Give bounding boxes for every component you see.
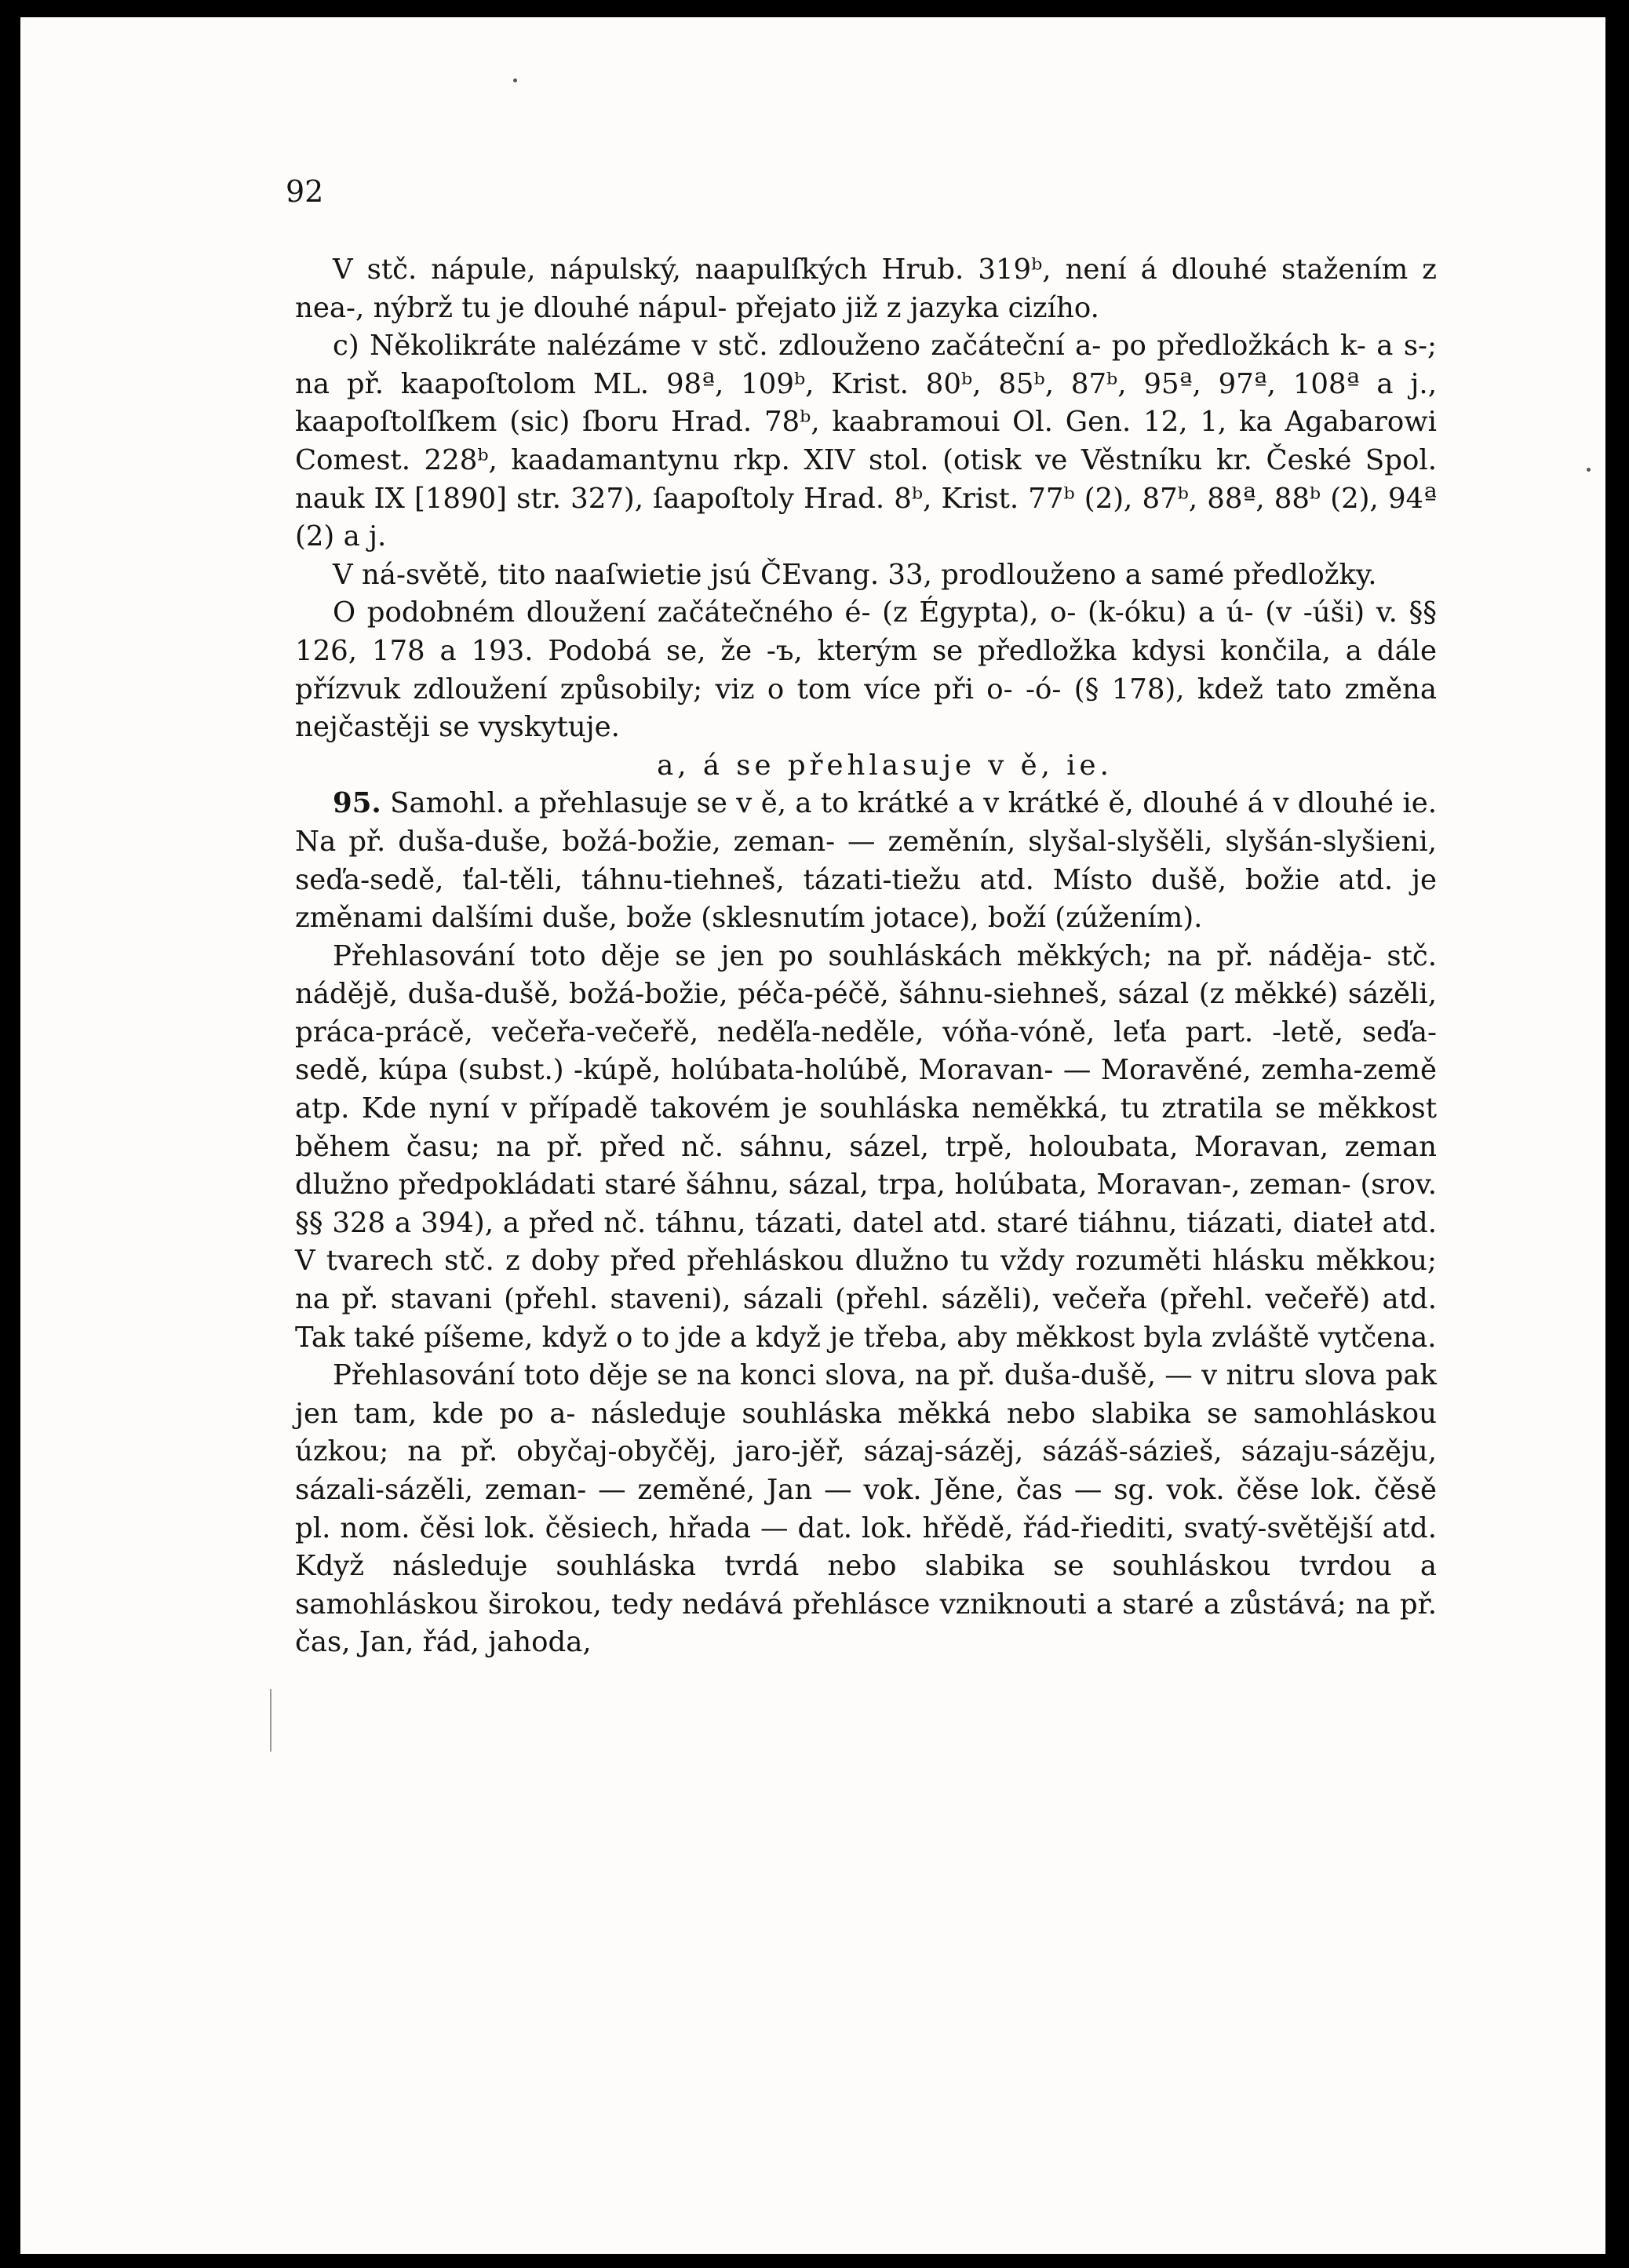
paragraph: Přehlasování toto děje se na konci slova, na př. duša-dušě, — v nitru slova pak jen tam, kde po a- následuje souhláska měkká nebo slabika se samohláskou úzkou; na př. obyčaj-obyčěj, jaro-jěř, sázaj-sázěj, sázáš-sázieš, sázaju-sázěju, sázali-sázěli, zeman- — zeměné, Jan — vok. Jěne, čas — sg. vok. čěse lok. čěsě pl. nom. čěsi lok. čěsiech, hřada — dat. lok. hřědě, řád-řiediti, svatý-světější atd. Když následuje souhláska tvrdá nebo slabika se souhláskou tvrdou a samohláskou širokou, tedy nedává přehlásce vzniknouti a staré a zůstává; na př. čas, Jan, řád, jahoda,	[295, 1359, 1437, 1659]
paragraph-text: Samohl. a přehlasuje se v ě, a to krátké a v krátké ě, dlouhé á v dlouhé ie. Na př. duša-duše, božá-božie, zeman- — zeměnín, slyšal-slyšěli, slyšán-slyšieni, seďa-sedě, ťal-těli, táhnu-tiehneš, tázati-tiežu atd. Místo dušě, božie atd. je změnami dalšími duše, bože (sklesnutím jotace), boží (zúžením).	[295, 787, 1437, 935]
margin-mark	[270, 1689, 276, 1752]
paragraph: V stč. nápule, nápulský, naapulſkých Hrub. 319ᵇ, není á dlouhé stažením z nea-, nýbrž tu je dlouhé nápul- přejato již z jazyka cizího.	[295, 253, 1437, 324]
print-speck	[513, 78, 517, 82]
print-speck	[1587, 468, 1591, 472]
paragraph: V ná-světě, tito naaſwietie jsú ČEvang. 33, prodlouženo a samé předložky.	[333, 558, 1377, 591]
page-number: 92	[286, 174, 324, 209]
page-body	[295, 251, 1437, 1662]
paragraph-95	[295, 785, 1437, 937]
paragraph: Přehlasování toto děje se jen po souhláskách měkkých; na př. náděja- stč. nádějě, duša-dušě, božá-božie, péča-péčě, šáhnu-siehneš, sázal (z měkké) sázěli, práca-prácě, večeřa-večeřě, neděľa-neděle, vóňa-vóně, leťa part. -letě, seďa-sedě, kúpa (subst.) -kúpě, holúbata-holúbě, Moravan- — Moravěné, zemha-země atp. Kde nyní v případě takovém je souhláska neměkká, tu ztratila se měkkost během času; na př. před nč. sáhnu, sázel, trpě, holoubata, Moravan, zeman dlužno předpokládati staré šáhnu, sázal, trpa, holúbata, Moravan-, zeman- (srov. §§ 328 a 394), a před nč. táhnu, tázati, datel atd. staré tiáhnu, tiázati, diateł atd. V tvarech stč. z doby před přehláskou dlužno tu vždy rozuměti hlásku měkkou; na př. stavani (přehl. staveni), sázali (přehl. sázěli), večeřa (přehl. večeřě) atd. Tak také píšeme, když o to jde a když je třeba, aby měkkost byla zvláště vytčena.	[295, 939, 1437, 1354]
section-heading: a, á se přehlasuje v ě, ie.	[657, 749, 1113, 782]
book-page	[20, 17, 1605, 2254]
section-number: 95.	[333, 787, 381, 820]
paragraph: O podobném dloužení začátečného é- (z Égypta), o- (k-óku) a ú- (v -úši) v. §§ 126, 178 a 193. Podobá se, že -ъ, kterým se předložka kdysi končila, a dále přízvuk zdloužení způsobily; viz o tom více při o- -ó- (§ 178), kdež tato změna nejčastěji se vyskytuje.	[295, 596, 1437, 744]
paragraph: c) Několikráte nalézáme v stč. zdlouženo začáteční a- po předložkách k- a s-; na př. kaapoſtolom ML. 98ª, 109ᵇ, Krist. 80ᵇ, 85ᵇ, 87ᵇ, 95ª, 97ª, 108ª a j., kaapoſtolſkem (sic) ſboru Hrad. 78ᵇ, kaabramoui Ol. Gen. 12, 1, ka Agabarowi Comest. 228ᵇ, kaadamantynu rkp. XIV stol. (otisk ve Věstníku kr. České Spol. nauk IX [1890] str. 327), ſaapoſtoly Hrad. 8ᵇ, Krist. 77ᵇ (2), 87ᵇ, 88ª, 88ᵇ (2), 94ª (2) a j.	[295, 330, 1437, 553]
